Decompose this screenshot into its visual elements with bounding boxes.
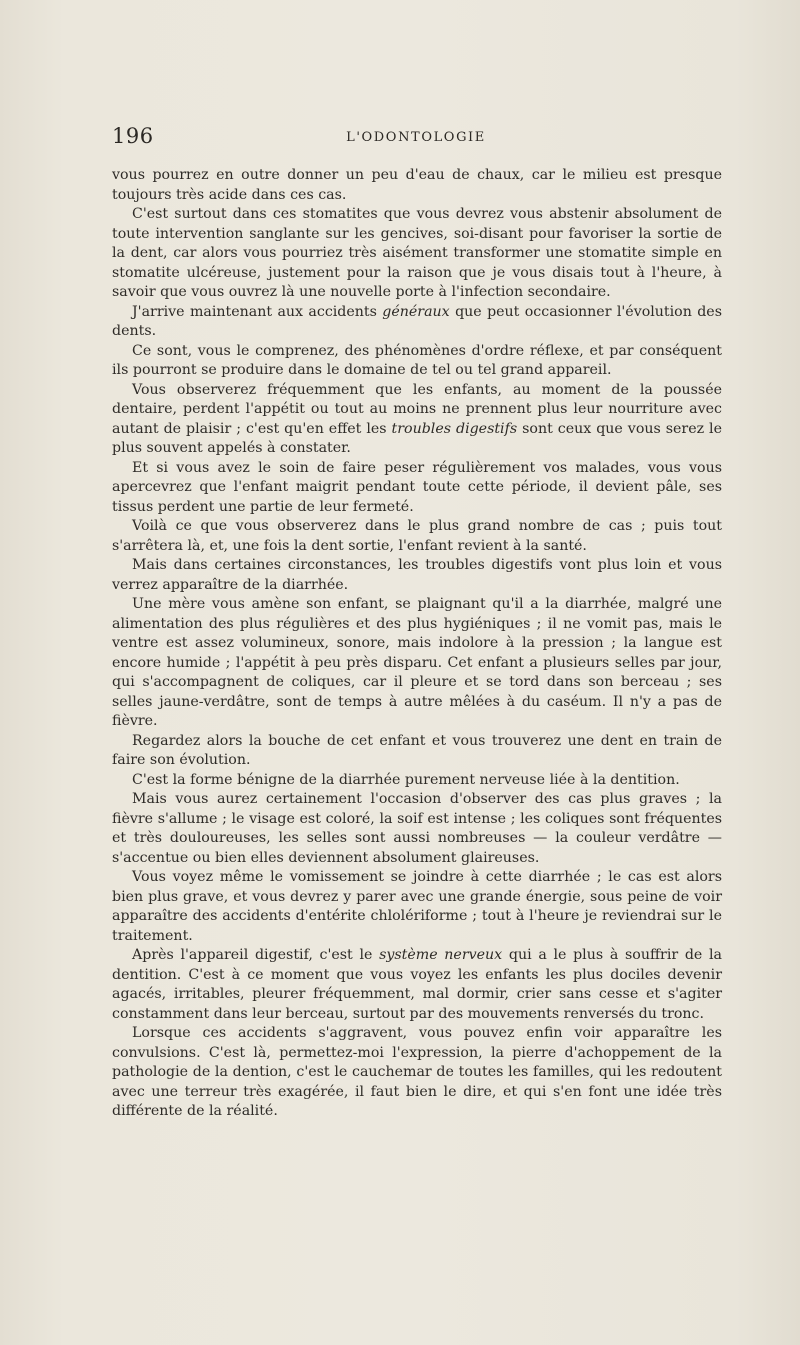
page-header — [112, 124, 720, 156]
paragraph-text: Ce sont, vous le comprenez, des phénomènes d'ordre réflexe, et par conséquent ils pourront se produire dans le domaine de tel ou tel grand appareil. — [112, 342, 722, 378]
paragraph-text: qui a le plus à souffrir de la dentition. C'est à ce moment que vous voyez les enfants les plus dociles devenir agacés, irritables, pleurer fréquemment, mal dormir, crier sans cesse et s'agiter constamment dans leur berceau, surtout par des mouvements renversés du tronc. — [112, 947, 723, 1022]
paragraph — [112, 771, 722, 791]
paragraph-text: Lorsque ces accidents s'aggravent, vous pouvez enfin voir apparaître les convulsions. C'est là, permettez-moi l'expression, la pierre d'achoppement de la pathologie de la dention, c'est le cauchemar de toutes les familles, qui les redoutent avec une terreur très exagérée, il faut bien le dire, et qui s'en font une idée très différente de la réalité. — [112, 1025, 722, 1119]
paragraph — [112, 517, 722, 556]
paragraph — [112, 381, 722, 459]
paragraph-text: vous pourrez en outre donner un peu d'eau de chaux, car le milieu est presque toujours très acide dans ces cas. — [112, 167, 722, 203]
italic-term: généraux — [382, 303, 450, 320]
paragraph — [112, 303, 722, 342]
page-number: 196 — [112, 124, 154, 148]
paragraph — [112, 1024, 722, 1122]
paragraph — [112, 205, 722, 303]
paragraph — [112, 732, 722, 771]
italic-term: troubles digestifs — [391, 420, 518, 437]
paragraph-text: Vous voyez même le vomissement se joindre à cette diarrhée ; le cas est alors bien plus grave, et vous devrez y parer avec une grande énergie, sous peine de voir apparaître des accidents d'entérite chlolériforme ; tout à l'heure je reviendrai sur le traitement. — [112, 869, 722, 944]
paragraph — [112, 868, 722, 946]
paragraph — [112, 790, 722, 868]
paragraph-text: Mais vous aurez certainement l'occasion d'observer des cas plus graves ; la fièvre s'allume ; le visage est coloré, la soif est intense ; les coliques sont fréquentes et très douloureuses, les selles sont aussi nombreuses — la couleur verdâtre — s'accentue ou bien elles deviennent absolument glaireuses. — [112, 791, 722, 866]
paragraph-text: sont ceux que vous serez le plus souvent appelés à constater. — [112, 420, 722, 456]
italic-term: système nerveux — [379, 947, 503, 963]
paragraph-text: Vous observerez fréquemment que les enfants, au moment de la poussée dentaire, perdent l'appétit ou tout au moins ne prennent plus leur nourriture avec autant de plaisir ; c'est qu'en effet les — [112, 381, 722, 437]
paragraph-text: Mais dans certaines circonstances, les troubles digestifs vont plus loin et vous verrez apparaître de la diarrhée. — [112, 557, 722, 593]
paragraph — [112, 556, 722, 595]
paragraph — [112, 946, 722, 1024]
paragraph-text: C'est la forme bénigne de la diarrhée purement nerveuse liée à la dentition. — [132, 771, 680, 788]
paragraph-text: Après l'appareil digestif, c'est le — [132, 947, 380, 963]
paragraph-text: Voilà ce que vous observerez dans le plus grand nombre de cas ; puis tout s'arrêtera là, et, une fois la dent sortie, l'enfant revient à la santé. — [112, 518, 722, 554]
paragraph-text: que peut occasionner l'évolution des dents. — [112, 303, 722, 339]
paragraph-text: Et si vous avez le soin de faire peser régulièrement vos malades, vous vous apercevrez que l'enfant maigrit pendant toute cette période, il devient pâle, ses tissus perdent une partie de leur fermeté. — [112, 459, 722, 515]
paragraph-text: J'arrive maintenant aux accidents — [132, 303, 383, 320]
body-text — [112, 166, 722, 1122]
paragraph-text: Regardez alors la bouche de cet enfant et vous trouverez une dent en train de faire son évolution. — [112, 732, 722, 768]
paragraph-text: C'est surtout dans ces stomatites que vous devrez vous abstenir absolument de toute intervention sanglante sur les gencives, soi-disant pour favoriser la sortie de la dent, car alors vous pourriez très aisément transformer une stomatite simple en stomatite ulcéreuse, justement pour la raison que je vous disais tout à l'heure, à savoir que vous ouvrez là une nouvelle porte à l'infection secondaire. — [112, 206, 722, 300]
paragraph — [112, 459, 722, 518]
paragraph — [112, 166, 722, 205]
paragraph-text: Une mère vous amène son enfant, se plaignant qu'il a la diarrhée, malgré une alimentation des plus régulières et des plus hygiéniques ; il ne vomit pas, mais le ventre est assez volumineux, sonore, mais indolore à la pression ; la langue est encore humide ; l'appétit à peu près disparu. Cet enfant a plusieurs selles par jour, qui s'accompagnent de coliques, car il pleure et se tord dans son berceau ; ses selles jaune-verdâtre, sont de temps à autre mêlées à du caséum. Il n'y a pas de fièvre. — [112, 596, 722, 729]
running-title: L'ODONTOLOGIE — [346, 130, 486, 145]
paragraph — [112, 342, 722, 381]
paragraph — [112, 595, 722, 732]
